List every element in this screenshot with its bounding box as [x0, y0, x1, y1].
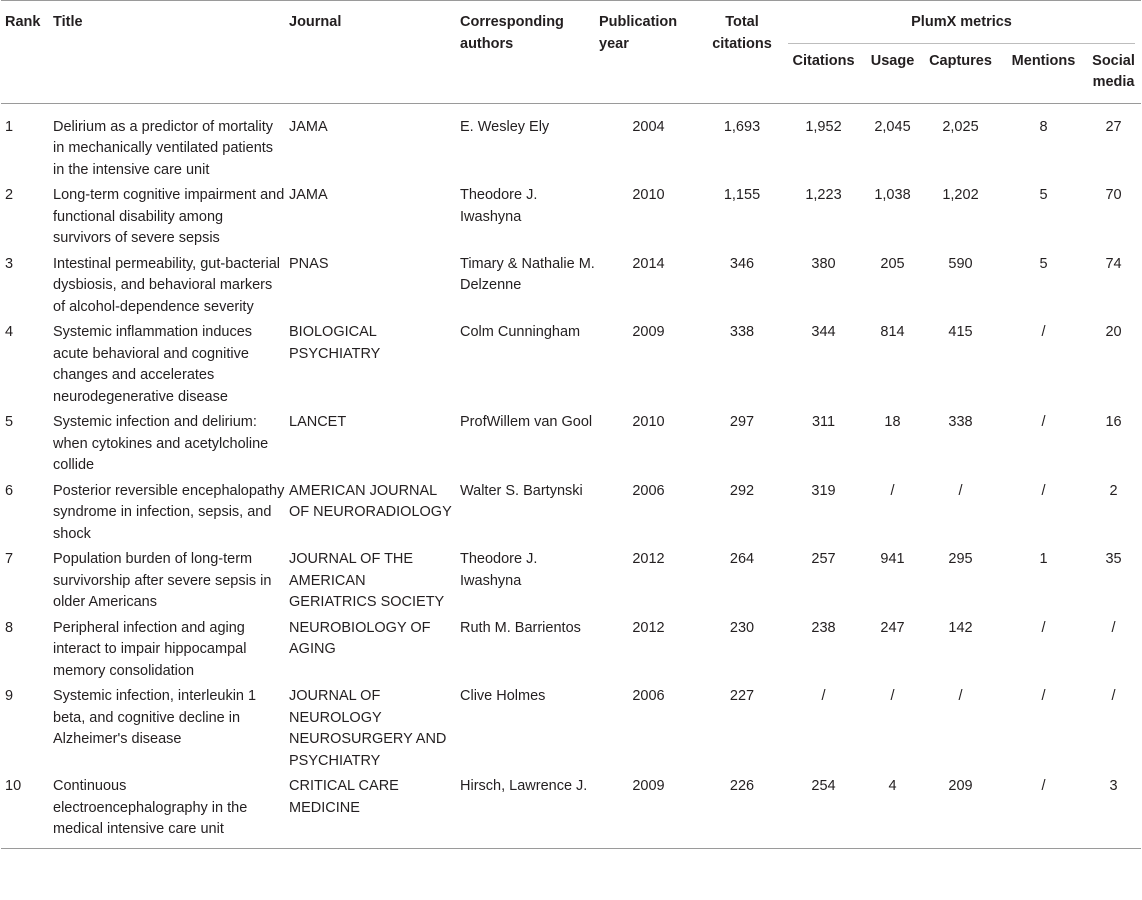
cell-publication-year: 2006: [632, 688, 665, 704]
cell-plumx-usage: 941: [880, 551, 905, 567]
cell-corresponding-authors: Timary & Nathalie M. Delzenne: [460, 255, 595, 293]
cell-plumx-social-media: 2: [1109, 482, 1118, 499]
table-row: [1, 253, 1141, 322]
cell-total-citations: 292: [729, 482, 755, 499]
cell-plumx-usage: /: [890, 688, 895, 704]
cell-journal: JAMA: [289, 187, 328, 203]
cell-publication-year: 2012: [632, 551, 665, 567]
cell-title: Systemic infection and delirium: when cytokines and acetylcholine collide: [53, 414, 269, 473]
cell-title: Long-term cognitive impairment and functional disability among survivors of severe sepsis: [53, 187, 285, 246]
table-row: [1, 184, 1141, 253]
cell-rank: 7: [5, 551, 14, 567]
cell-plumx-citations: 311: [811, 414, 836, 430]
cell-corresponding-authors: ProfWillem van Gool: [460, 414, 593, 430]
table-row: [1, 685, 1141, 775]
header-mentions: Mentions: [1011, 52, 1076, 69]
header-corresponding-authors: Corresponding authors: [460, 14, 564, 52]
cell-plumx-usage: 205: [880, 255, 905, 272]
cell-plumx-social-media: 70: [1105, 187, 1122, 203]
cell-plumx-citations: 344: [811, 324, 836, 340]
cell-plumx-captures: /: [958, 688, 963, 704]
cell-total-citations: 346: [729, 255, 755, 272]
cell-plumx-captures: 1,202: [942, 187, 979, 203]
header-plumx-metrics: PlumX metrics: [782, 1, 1141, 44]
cell-plumx-captures: 338: [948, 414, 973, 430]
table-row: [1, 548, 1141, 617]
cell-publication-year: 2009: [632, 324, 665, 340]
cell-plumx-citations: 1,223: [805, 187, 842, 203]
cell-journal: JOURNAL OF THE AMERICAN GERIATRICS SOCIETY: [289, 551, 445, 610]
cell-publication-year: 2009: [632, 778, 665, 794]
cell-plumx-captures: 2,025: [942, 118, 979, 135]
cell-total-citations: 1,155: [723, 187, 761, 203]
cell-total-citations: 226: [729, 778, 755, 794]
cell-total-citations: 1,693: [723, 118, 761, 135]
cell-plumx-social-media: 20: [1105, 324, 1122, 340]
cell-title: Systemic inflammation induces acute behavioral and cognitive changes and accelerates neurodegenerative disease: [53, 324, 253, 405]
header-captures: Captures: [929, 52, 992, 69]
header-total-citations: Total citations: [712, 14, 772, 52]
cell-corresponding-authors: Walter S. Bartynski: [460, 482, 583, 499]
header-citations: Citations: [792, 52, 855, 69]
cell-rank: 1: [5, 118, 14, 135]
cell-rank: 2: [5, 187, 14, 203]
cell-plumx-citations: 257: [811, 551, 836, 567]
table-row: [1, 775, 1141, 848]
table-row: [1, 617, 1141, 686]
table-body: [1, 103, 1141, 848]
cell-plumx-mentions: /: [1041, 482, 1046, 499]
cell-journal: BIOLOGICAL PSYCHIATRY: [289, 324, 381, 362]
cell-journal: AMERICAN JOURNAL OF NEURORADIOLOGY: [289, 482, 452, 520]
cell-total-citations: 338: [729, 324, 755, 340]
cell-plumx-captures: /: [958, 482, 963, 499]
cell-corresponding-authors: Clive Holmes: [460, 688, 546, 704]
cell-plumx-mentions: 1: [1039, 551, 1048, 567]
cell-title: Delirium as a predictor of mortality in mechanically ventilated patients in the intensive care unit: [53, 118, 274, 178]
cell-plumx-mentions: /: [1041, 324, 1046, 340]
cell-plumx-citations: 380: [811, 255, 836, 272]
cell-plumx-usage: /: [890, 482, 895, 499]
cell-corresponding-authors: E. Wesley Ely: [460, 118, 550, 135]
cell-plumx-captures: 415: [948, 324, 973, 340]
table-row: [1, 321, 1141, 411]
header-publication-year: Publication year: [599, 14, 678, 52]
cell-plumx-citations: 238: [811, 619, 836, 636]
cell-journal: NEUROBIOLOGY OF AGING: [289, 619, 431, 657]
cell-plumx-social-media: /: [1111, 688, 1116, 704]
table-row: [1, 103, 1141, 184]
cell-plumx-usage: 4: [888, 778, 897, 794]
cell-plumx-mentions: 5: [1039, 187, 1048, 203]
cell-title: Systemic infection, interleukin 1 beta, and cognitive decline in Alzheimer's disease: [53, 688, 257, 747]
cell-title: Intestinal permeability, gut-bacterial dysbiosis, and behavioral markers of alcohol-dependence severity: [53, 255, 281, 315]
cell-rank: 9: [5, 688, 14, 704]
cell-plumx-mentions: /: [1041, 688, 1046, 704]
cell-title: Peripheral infection and aging interact to impair hippocampal memory consolidation: [53, 619, 247, 679]
cell-plumx-social-media: 16: [1105, 414, 1122, 430]
cell-corresponding-authors: Theodore J. Iwashyna: [460, 551, 538, 589]
cell-plumx-citations: 1,952: [805, 118, 842, 135]
cell-corresponding-authors: Ruth M. Barrientos: [460, 619, 581, 636]
cell-title: Posterior reversible encephalopathy syndrome in infection, sepsis, and shock: [53, 482, 285, 542]
cell-journal: PNAS: [289, 255, 329, 272]
cell-corresponding-authors: Colm Cunningham: [460, 324, 581, 340]
cell-journal: CRITICAL CARE MEDICINE: [289, 778, 399, 816]
header-rank: Rank: [5, 14, 41, 30]
cell-plumx-citations: 254: [811, 778, 836, 794]
cell-plumx-usage: 247: [880, 619, 905, 636]
cell-plumx-mentions: /: [1041, 414, 1046, 430]
cell-plumx-social-media: 74: [1105, 255, 1122, 272]
cell-journal: LANCET: [289, 414, 347, 430]
cell-plumx-social-media: /: [1111, 619, 1116, 636]
cell-publication-year: 2006: [632, 482, 665, 499]
cell-plumx-usage: 18: [884, 414, 901, 430]
cell-rank: 6: [5, 482, 14, 499]
cell-title: Continuous electroencephalography in the medical intensive care unit: [53, 778, 248, 837]
cell-publication-year: 2012: [632, 619, 665, 636]
cell-plumx-social-media: 3: [1109, 778, 1118, 794]
header-usage: Usage: [870, 52, 915, 69]
cell-publication-year: 2010: [632, 414, 665, 430]
cell-total-citations: 227: [729, 688, 755, 704]
header-title: Title: [53, 14, 83, 30]
cell-plumx-mentions: 5: [1039, 255, 1048, 272]
cell-publication-year: 2014: [632, 255, 665, 272]
cell-plumx-mentions: /: [1041, 778, 1046, 794]
cell-rank: 5: [5, 414, 14, 430]
cell-total-citations: 230: [729, 619, 755, 636]
cell-publication-year: 2004: [632, 118, 665, 135]
cell-rank: 10: [5, 778, 22, 794]
table-header: [1, 1, 1141, 104]
cell-total-citations: 297: [729, 414, 755, 430]
cell-plumx-usage: 1,038: [874, 187, 911, 203]
cell-plumx-mentions: /: [1041, 619, 1046, 636]
cell-corresponding-authors: Theodore J. Iwashyna: [460, 187, 538, 225]
cell-corresponding-authors: Hirsch, Lawrence J.: [460, 778, 588, 794]
cell-plumx-social-media: 27: [1105, 118, 1122, 135]
cell-plumx-captures: 209: [948, 778, 973, 794]
table-row: [1, 480, 1141, 549]
header-social-media: Social media: [1092, 52, 1135, 90]
table-row: [1, 411, 1141, 480]
cell-plumx-citations: 319: [811, 482, 836, 499]
cell-rank: 3: [5, 255, 14, 272]
cell-journal: JOURNAL OF NEUROLOGY NEUROSURGERY AND PSYCHIATRY: [289, 688, 447, 769]
citations-table: [1, 0, 1141, 849]
cell-plumx-captures: 295: [948, 551, 973, 567]
header-journal: Journal: [289, 14, 342, 30]
cell-rank: 8: [5, 619, 14, 636]
cell-plumx-mentions: 8: [1039, 118, 1048, 135]
cell-plumx-usage: 2,045: [874, 118, 911, 135]
cell-plumx-social-media: 35: [1105, 551, 1122, 567]
cell-total-citations: 264: [729, 551, 755, 567]
cell-journal: JAMA: [289, 118, 328, 135]
cell-rank: 4: [5, 324, 14, 340]
cell-title: Population burden of long-term survivorship after severe sepsis in older Americans: [53, 551, 272, 610]
cell-publication-year: 2010: [632, 187, 665, 203]
cell-plumx-citations: /: [821, 688, 826, 704]
cell-plumx-usage: 814: [880, 324, 905, 340]
cell-plumx-captures: 590: [948, 255, 973, 272]
cell-plumx-captures: 142: [948, 619, 973, 636]
